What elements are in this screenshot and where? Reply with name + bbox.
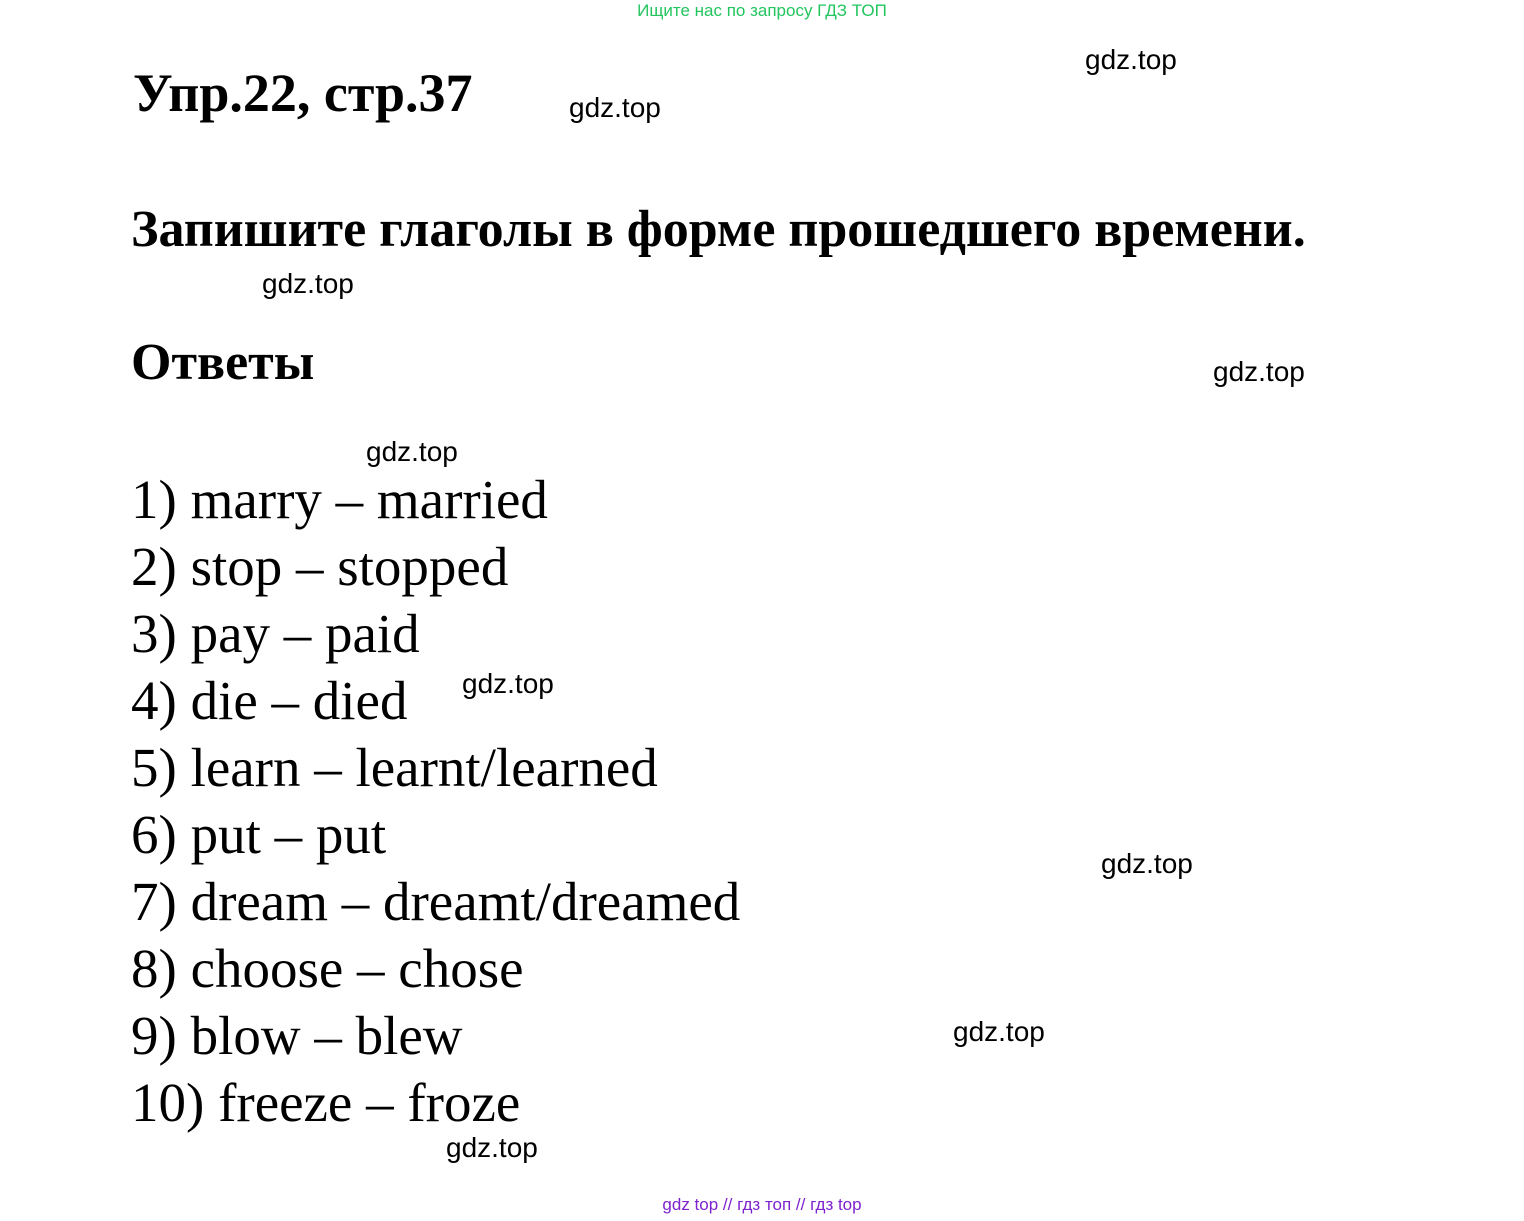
answer-item: 10) freeze – froze xyxy=(131,1072,521,1133)
answer-item: 4) die – died xyxy=(131,670,408,731)
watermark: gdz.top xyxy=(446,1132,538,1163)
watermark: gdz.top xyxy=(462,668,554,699)
footer-links: gdz top // гдз топ // гдз top xyxy=(662,1195,862,1214)
watermark: gdz.top xyxy=(262,268,354,299)
answer-item: 5) learn – learnt/learned xyxy=(131,737,658,798)
answer-item: 6) put – put xyxy=(131,804,387,865)
task-instruction: Запишите глаголы в форме прошедшего времени. xyxy=(131,201,1306,258)
watermark: gdz.top xyxy=(1101,848,1193,879)
answer-item: 8) choose – chose xyxy=(131,938,524,999)
watermark: gdz.top xyxy=(953,1016,1045,1047)
answer-item: 7) dream – dreamt/dreamed xyxy=(131,871,741,932)
answer-item: 1) marry – married xyxy=(131,469,548,530)
answers-heading: Ответы xyxy=(131,334,315,391)
watermark: gdz.top xyxy=(1213,356,1305,387)
watermark: gdz.top xyxy=(366,436,458,467)
watermark: gdz.top xyxy=(1085,44,1177,75)
answers-list xyxy=(131,466,740,1136)
search-hint-banner: Ищите нас по запросу ГДЗ ТОП xyxy=(637,1,887,20)
answer-item: 2) stop – stopped xyxy=(131,536,509,597)
answer-item: 3) pay – paid xyxy=(131,603,420,664)
exercise-title: Упр.22, стр.37 xyxy=(133,63,473,123)
answer-item: 9) blow – blew xyxy=(131,1005,463,1066)
watermark: gdz.top xyxy=(569,92,661,123)
